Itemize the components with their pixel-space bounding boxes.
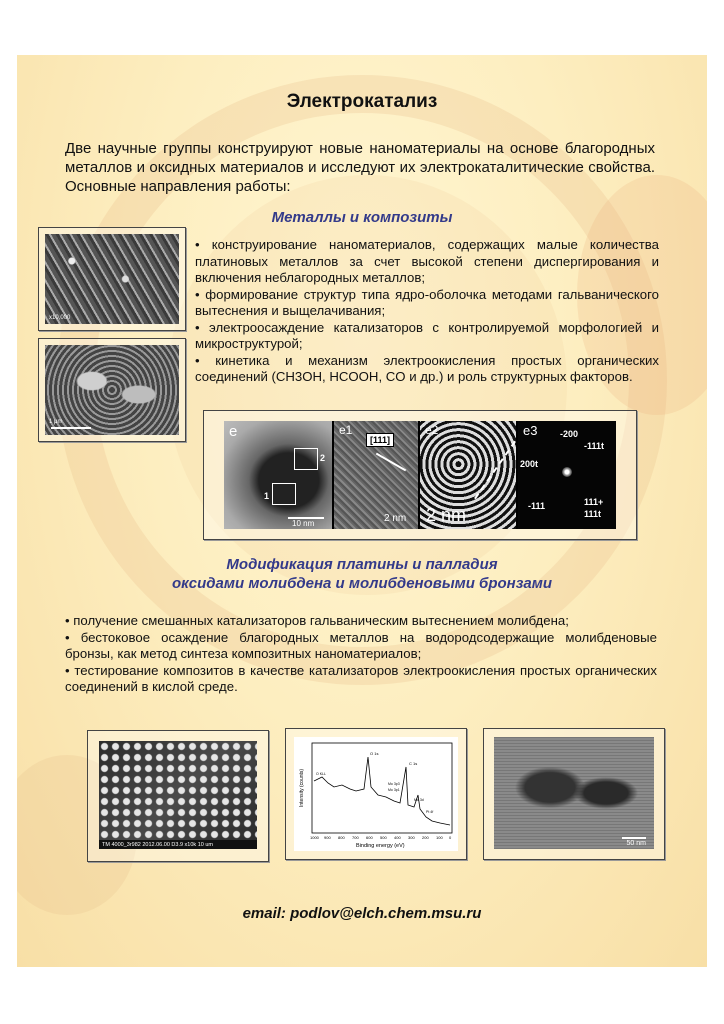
xps-tick: 0 xyxy=(449,835,452,840)
selection-box-1 xyxy=(272,483,296,505)
sem-image-3 xyxy=(99,741,257,849)
sem-image-1-caption: x10,000 xyxy=(49,315,71,321)
xps-tick: 100 xyxy=(436,835,443,840)
section2-heading xyxy=(17,555,707,593)
boundary-line xyxy=(474,441,516,499)
sem-image-2-scale: 1 μm xyxy=(49,419,63,425)
page-title: Электрокатализ xyxy=(286,91,438,112)
section1-heading: Металлы и композиты xyxy=(271,209,453,226)
list-item: • формирование структур типа ядро-оболочка методами гальванического вытеснения и выщелачивания; xyxy=(195,286,659,318)
section1-bullet-list xyxy=(195,237,659,386)
diffraction-center xyxy=(562,467,572,477)
xps-peak-label: Mo 3p3 xyxy=(388,782,400,786)
list-item: • кинетика и механизм электроокисления простых органических соединений (CH3OH, HCOOH, CO и др.) и роль структурных факторов. xyxy=(195,352,659,384)
diffraction-label: 111t xyxy=(584,509,602,519)
tem-image-3-frame xyxy=(483,728,665,860)
xps-peak-label: O 1s xyxy=(370,751,379,756)
tem-image-3-scale: 50 nm xyxy=(626,840,646,847)
tem-panel-e3 xyxy=(518,421,616,529)
xps-xlabel: Binding energy (eV) xyxy=(356,843,405,849)
tem-panel-e xyxy=(224,421,332,529)
list-item: • конструирование наноматериалов, содержащих малые количества платиновых металлов за счет высокой степени диспергирования и включения неблагородных металлов; xyxy=(195,237,659,285)
section2-heading-line1: Модификация платины и палладия xyxy=(226,556,498,573)
tem-panel-e1 xyxy=(334,421,418,529)
list-item: • электроосаждение катализаторов с контролируемой морфологией и микроструктурой; xyxy=(195,319,659,351)
xps-peak-label: Mo 3d xyxy=(414,798,424,802)
xps-tick: 200 xyxy=(422,835,429,840)
xps-peak-label: C 1s xyxy=(409,761,418,766)
scale-label: 2 nm xyxy=(426,505,467,525)
xps-peak-label: Mo 3p1 xyxy=(388,788,400,792)
diffraction-label: -111 xyxy=(528,501,546,511)
poster-page xyxy=(17,55,707,967)
tem-figure-frame xyxy=(203,410,637,540)
scale-label: 2 nm xyxy=(384,513,407,524)
list-item: • бестоковое осаждение благородных металлов на водородсодержащие молибденовые бронзы, как метод синтеза композитных наноматериалов; xyxy=(65,629,657,661)
xps-ylabel: Intensity (counts) xyxy=(299,768,305,807)
scale-bar xyxy=(622,837,646,839)
tem-figure xyxy=(224,421,616,529)
sem-image-3-caption: TM 4000_3r982 2012.06.00 D3.9 x10k 10 um xyxy=(102,842,213,848)
box-label: 1 xyxy=(264,491,270,501)
section2-heading-line2: оксидами молибдена и молибденовыми бронзами xyxy=(172,575,552,592)
direction-label: [111] xyxy=(366,433,394,447)
xps-tick: 1000 xyxy=(310,835,319,840)
sem-image-1-frame xyxy=(38,227,186,331)
panel-label: e1 xyxy=(339,423,353,437)
sem-image-2 xyxy=(45,345,179,435)
xps-peak-label: Pt 4f xyxy=(426,810,434,814)
sem-image-1 xyxy=(45,234,179,324)
intro-paragraph: Две научные группы конструируют новые наноматериалы на основе благородных металлов и оксидных материалов и исследуют их электрокаталитические свойства. Основные направления работы: xyxy=(65,140,655,195)
tem-image-3 xyxy=(494,737,654,849)
scale-bar xyxy=(51,427,91,429)
xps-tick: 400 xyxy=(394,835,401,840)
panel-label: e3 xyxy=(523,423,538,438)
diffraction-label: 200t xyxy=(520,459,539,469)
xps-tick: 600 xyxy=(366,835,373,840)
section2-bullet-list xyxy=(65,613,657,696)
xps-tick: 500 xyxy=(380,835,387,840)
xps-tick: 900 xyxy=(324,835,331,840)
sem-image-2-frame xyxy=(38,338,186,442)
direction-arrow xyxy=(376,453,406,472)
selection-box-2 xyxy=(294,448,318,470)
diffraction-label: 111+ xyxy=(584,497,604,507)
sem-image-3-frame xyxy=(87,730,269,862)
xps-tick: 800 xyxy=(338,835,345,840)
scale-label: 10 nm xyxy=(292,519,315,528)
contact-email: email: podlov@elch.chem.msu.ru xyxy=(242,905,482,922)
xps-tick: 300 xyxy=(408,835,415,840)
list-item: • тестирование композитов в качестве катализаторов электроокисления простых органических соединений в кислой среде. xyxy=(65,662,657,694)
diffraction-label: -200 xyxy=(560,429,579,439)
xps-spectrum xyxy=(294,737,458,851)
xps-spectrum-frame xyxy=(285,728,467,860)
diffraction-label: -111t xyxy=(584,441,605,451)
xps-peak-label: O KLL xyxy=(316,772,326,776)
tem-panel-e2 xyxy=(420,421,516,529)
panel-label: e2 xyxy=(425,423,439,437)
panel-label: e xyxy=(229,423,238,440)
xps-tick: 700 xyxy=(352,835,359,840)
box-label: 2 xyxy=(320,453,326,463)
list-item: • получение смешанных катализаторов гальваническим вытеснением молибдена; xyxy=(65,613,569,628)
xps-spectrum-plot xyxy=(294,737,458,851)
